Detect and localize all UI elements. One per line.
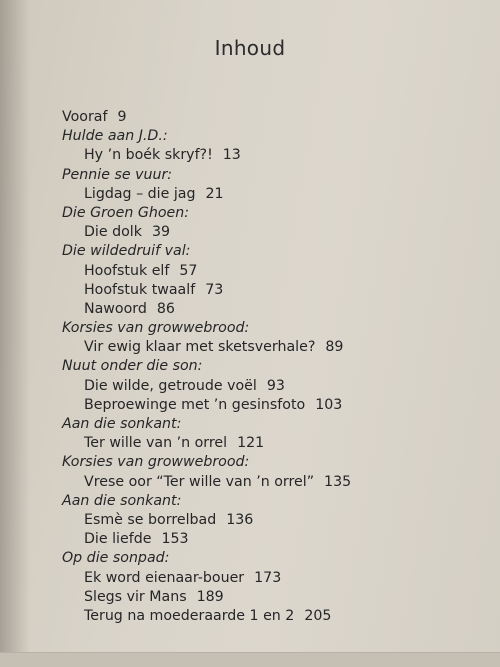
toc-page-number: 189	[196, 588, 224, 605]
toc-entry-title: Hoofstuk elf	[84, 262, 170, 279]
toc-section: Pennie se vuur:	[62, 166, 173, 183]
toc-entry-title: Vir ewig klaar met sketsverhale?	[84, 339, 316, 356]
toc-page-number: 13	[222, 147, 241, 164]
toc-section: Hulde aan J.D.:	[62, 128, 168, 145]
toc-entry-title: Ligdag – die jag	[84, 185, 196, 202]
toc-entry	[62, 146, 482, 165]
toc-page-number: 135	[324, 473, 352, 490]
toc-section: Aan die sonkant:	[62, 492, 182, 509]
toc-entry-title: Die wilde, getroude voël	[84, 377, 257, 394]
toc-entry-title: Die liefde	[84, 531, 152, 548]
spine-shadow	[0, 0, 30, 667]
toc-entry	[62, 434, 482, 453]
toc-entry	[62, 473, 482, 492]
toc-entry	[62, 396, 482, 415]
toc-entry-title: Slegs vir Mans	[84, 588, 187, 605]
toc-page-number: 205	[304, 607, 332, 624]
toc-page-number: 57	[179, 262, 198, 279]
toc-entry	[62, 511, 482, 530]
toc-page-number: 173	[254, 569, 282, 586]
toc-entry-title: Vooraf	[62, 109, 108, 125]
toc-section: Die Groen Ghoen:	[62, 204, 190, 221]
toc-entry-title: Terug na moederaarde 1 en 2	[84, 607, 295, 624]
toc-entry	[62, 300, 482, 319]
toc-entry-title: Hoofstuk twaalf	[84, 281, 196, 298]
table-of-contents	[62, 108, 482, 626]
toc-section: Op die sonpad:	[62, 550, 170, 567]
toc-section: Aan die sonkant:	[62, 416, 182, 432]
toc-page-number: 103	[315, 396, 343, 413]
toc-entry	[62, 338, 482, 357]
toc-page-number: 121	[237, 435, 265, 452]
toc-entry	[62, 108, 482, 127]
toc-entry-title: Ek word eienaar-bouer	[84, 569, 245, 586]
toc-entry	[62, 262, 482, 281]
toc-section: Korsies van growwebrood:	[62, 320, 250, 337]
toc-section: Die wildedruif val:	[62, 243, 191, 260]
toc-section: Korsies van growwebrood:	[62, 454, 250, 471]
toc-page-number: 136	[226, 511, 254, 528]
toc-entry-title: Nawoord	[84, 300, 147, 317]
toc-entry-title: Esmè se borrelbad	[84, 511, 217, 528]
toc-entry	[62, 569, 482, 588]
toc-page-number: 153	[161, 531, 189, 548]
toc-page-number: 9	[117, 109, 127, 125]
toc-entry	[62, 588, 482, 607]
toc-section: Nuut onder die son:	[62, 358, 203, 375]
toc-entry-title: Hy ’n boék skryf?!	[84, 147, 213, 164]
toc-entry	[62, 377, 482, 396]
page-bottom-edge	[0, 652, 500, 667]
toc-entry	[62, 607, 482, 626]
toc-page-number: 93	[266, 377, 285, 394]
toc-page-number: 73	[205, 281, 224, 298]
toc-entry	[62, 185, 482, 204]
toc-entry	[62, 281, 482, 300]
toc-entry-title: Vrese oor “Ter wille van ’n orrel”	[84, 473, 315, 490]
toc-page-number: 86	[156, 300, 175, 317]
toc-entry-title: Die dolk	[84, 224, 142, 241]
toc-entry	[62, 530, 482, 549]
toc-page-number: 89	[325, 339, 344, 356]
toc-entry-title: Ter wille van ’n orrel	[84, 435, 228, 452]
page-title: Inhoud	[214, 36, 286, 60]
toc-entry	[62, 223, 482, 242]
toc-page-number: 21	[205, 185, 224, 202]
toc-entry-title: Beproewinge met ’n gesinsfoto	[84, 396, 306, 413]
toc-page-number: 39	[151, 224, 171, 241]
